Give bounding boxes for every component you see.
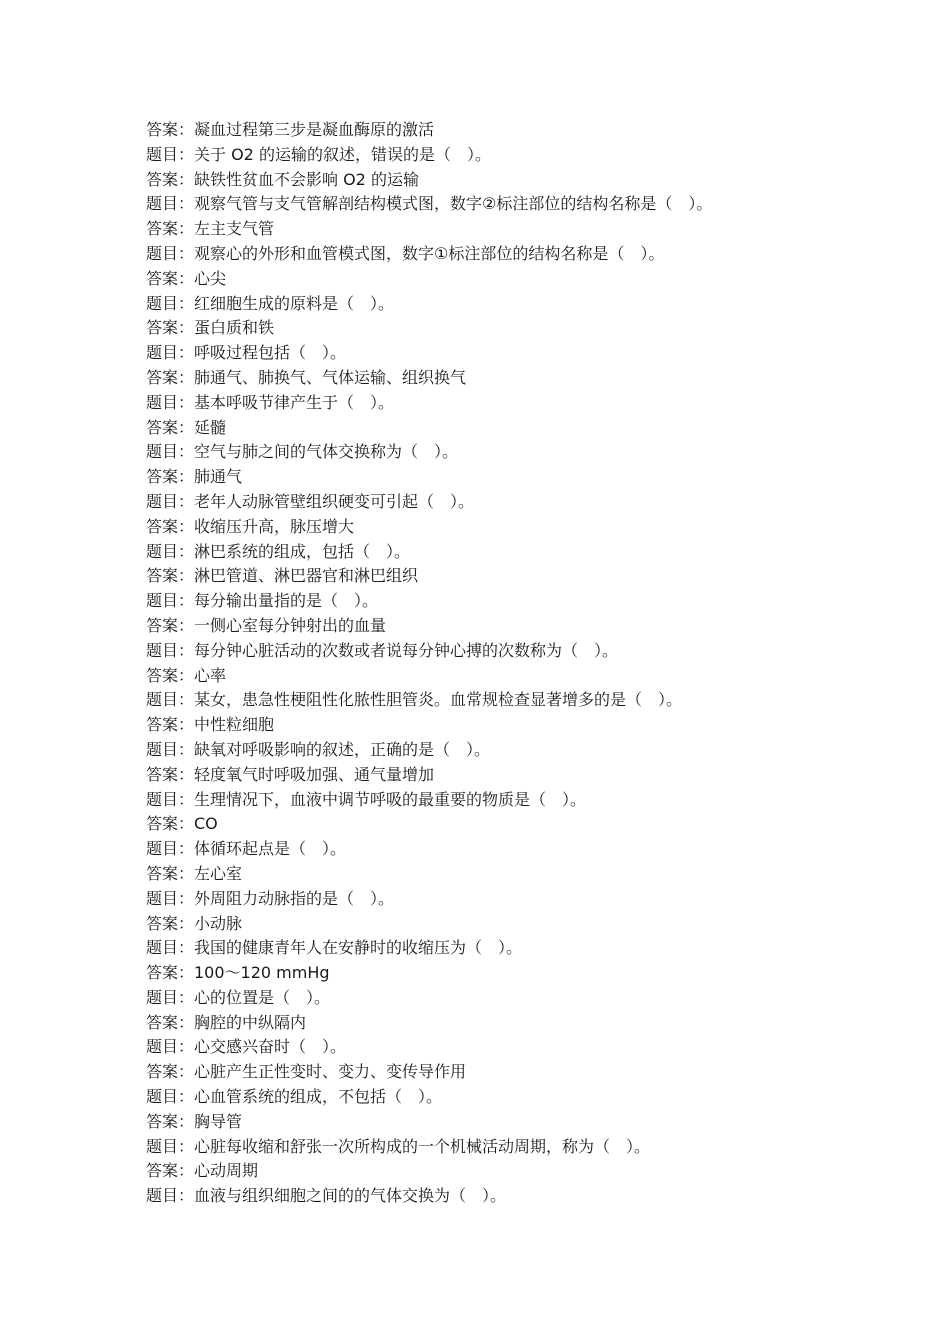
question-line: 题目：心的位置是（ ）。 <box>146 987 331 1007</box>
question-line: 题目：每分钟心脏活动的次数或者说每分钟心搏的次数称为（ ）。 <box>146 640 619 660</box>
answer-line: 答案：延髓 <box>146 417 227 437</box>
question-line: 题目：缺氧对呼吸影响的叙述，正确的是（ ）。 <box>146 739 491 759</box>
answer-line: 答案：胸导管 <box>146 1111 243 1131</box>
answer-line: 答案：轻度氧气时呼吸加强、通气量增加 <box>146 764 435 784</box>
answer-line: 答案：收缩压升高，脉压增大 <box>146 516 355 536</box>
answer-line: 答案：肺通气、肺换气、气体运输、组织换气 <box>146 367 467 387</box>
question-line: 题目：每分输出量指的是（ ）。 <box>146 591 379 611</box>
answer-line: 答案：肺通气 <box>146 467 243 487</box>
answer-line: 答案：蛋白质和铁 <box>146 318 275 338</box>
answer-line: 答案：缺铁性贫血不会影响 O2 的运输 <box>146 169 419 189</box>
answer-line: 答案：左主支气管 <box>146 219 275 239</box>
question-line: 题目：心交感兴奋时（ ）。 <box>146 1037 347 1057</box>
question-line: 题目：生理情况下，血液中调节呼吸的最重要的物质是（ ）。 <box>146 789 587 809</box>
answer-line: 答案：凝血过程第三步是凝血酶原的激活 <box>146 120 435 139</box>
question-line: 题目：红细胞生成的原料是（ ）。 <box>146 293 395 313</box>
question-line: 题目：观察气管与支气管解剖结构模式图，数字②标注部位的结构名称是（ ）。 <box>146 194 713 214</box>
answer-line: 答案：小动脉 <box>146 913 243 933</box>
question-line: 题目：体循环起点是（ ）。 <box>146 839 347 859</box>
answer-line: 答案：左心室 <box>146 863 243 883</box>
question-line: 题目：我国的健康青年人在安静时的收缩压为（ ）。 <box>146 938 523 958</box>
answer-line: 答案：心尖 <box>146 268 227 288</box>
question-line: 题目：老年人动脉管壁组织硬变可引起（ ）。 <box>146 491 475 511</box>
answer-line: 答案：心动周期 <box>146 1161 259 1181</box>
question-line: 题目：心脏每收缩和舒张一次所构成的一个机械活动周期，称为（ ）。 <box>146 1136 651 1156</box>
question-line: 题目：基本呼吸节律产生于（ ）。 <box>146 392 395 412</box>
answer-line: 答案：胸腔的中纵隔内 <box>146 1012 307 1032</box>
question-line: 题目：外周阻力动脉指的是（ ）。 <box>146 888 395 908</box>
answer-line: 答案：中性粒细胞 <box>146 715 275 735</box>
answer-line: 答案：一侧心室每分钟射出的血量 <box>146 615 387 635</box>
answer-line: 答案：淋巴管道、淋巴器官和淋巴组织 <box>146 566 419 586</box>
answer-line: 答案：100～120 mmHg <box>146 963 330 983</box>
question-line: 题目：关于 O2 的运输的叙述，错误的是（ ）。 <box>146 144 491 164</box>
qa-text-block <box>146 118 846 1209</box>
answer-line: 答案：心率 <box>146 665 227 685</box>
answer-line: 答案：CO <box>146 814 218 834</box>
question-line: 题目：观察心的外形和血管模式图，数字①标注部位的结构名称是（ ）。 <box>146 243 665 263</box>
answer-line: 答案：心脏产生正性变时、变力、变传导作用 <box>146 1062 467 1082</box>
question-line: 题目：淋巴系统的组成，包括（ ）。 <box>146 541 411 561</box>
question-line: 题目：空气与肺之间的气体交换称为（ ）。 <box>146 442 459 462</box>
question-line: 题目：血液与组织细胞之间的的气体交换为（ ）。 <box>146 1186 507 1206</box>
question-line: 题目：某女，患急性梗阻性化脓性胆管炎。血常规检查显著增多的是（ ）。 <box>146 690 683 710</box>
question-line: 题目：呼吸过程包括（ ）。 <box>146 343 347 363</box>
question-line: 题目：心血管系统的组成，不包括（ ）。 <box>146 1087 443 1107</box>
